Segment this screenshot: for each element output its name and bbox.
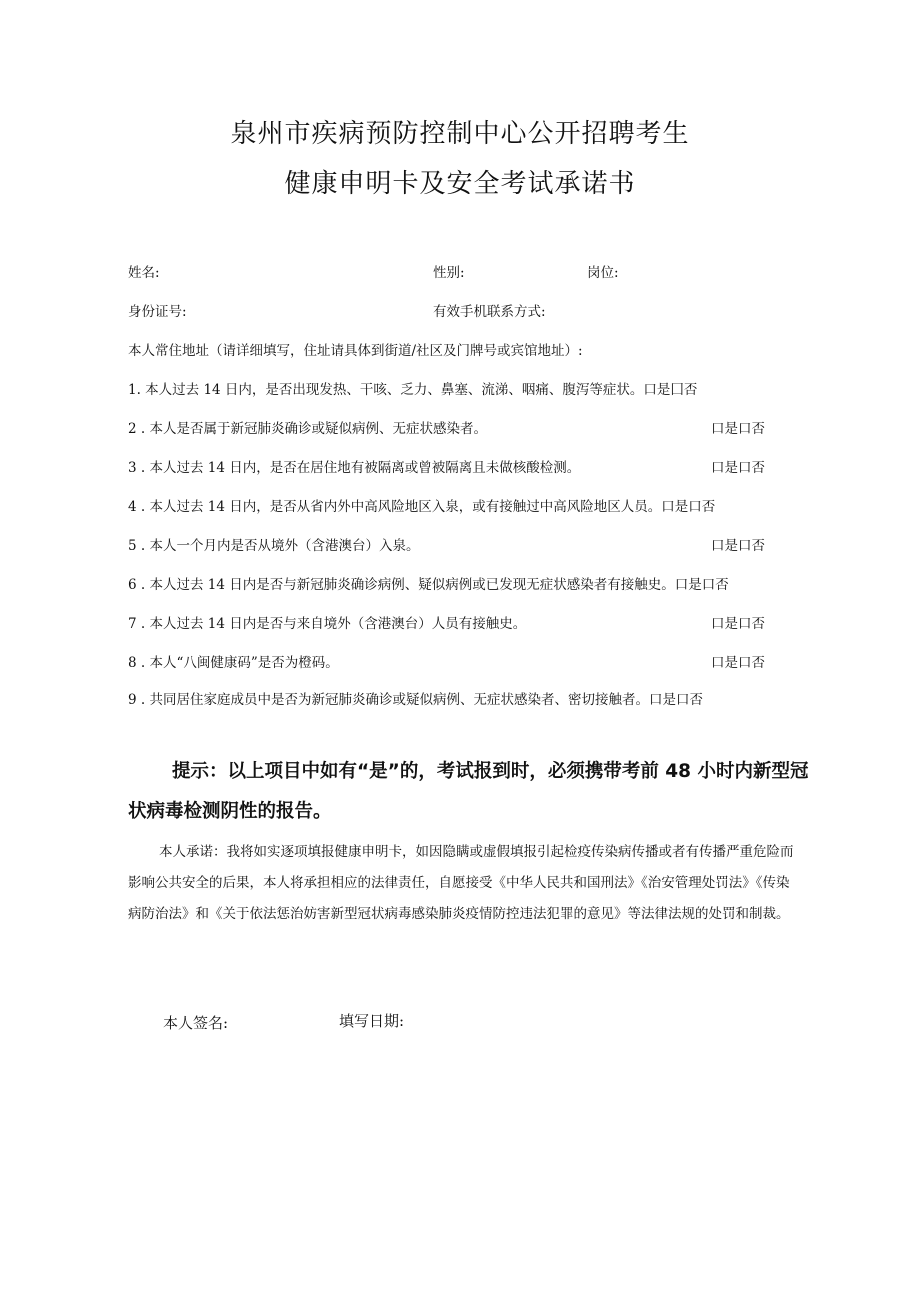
question-3: 3 . 本人过去 14 日内，是否在居住地有被隔离或曾被隔离且未做核酸检测。	[128, 460, 581, 476]
question-6: 6 . 本人过去 14 日内是否与新冠肺炎确诊病例、疑似病例或已发现无症状感染者有接触史。口是口否	[128, 577, 729, 593]
question-5-options: 口是口否	[711, 538, 765, 554]
phone-field-label: 有效手机联系方式:	[433, 304, 546, 320]
question-5: 5 . 本人一个月内是否从境外（含港澳台）入泉。	[128, 538, 420, 554]
hint-paragraph: 提示：以上项目中如有“是”的，考试报到时，必须携带考前 48 小时内新型冠状病毒检测阴性的报告。	[128, 761, 809, 822]
page-title-line-1: 泉州市疾病预防控制中心公开招聘考生	[230, 119, 690, 149]
promise-paragraph: 本人承诺：我将如实逐项填报健康申明卡，如因隐瞒或虚假填报引起检疫传染病传播或者有传播严重危险而影响公共安全的后果，本人将承担相应的法律责任，自愿接受《中华人民共和国刑法》《治安管理处罚法》《传染病防治法》和《关于依法惩治妨害新型冠状病毒感染肺炎疫情防控违法犯罪的意见》等法律法规的处罚和制裁。	[128, 844, 794, 922]
page-title-line-2: 健康申明卡及安全考试承诺书	[284, 169, 636, 199]
position-field-label: 岗位:	[587, 265, 619, 281]
question-4: 4 . 本人过去 14 日内，是否从省内外中高风险地区入泉，或有接触过中高风险地区人员。口是口否	[128, 499, 716, 515]
gender-field-label: 性别:	[433, 265, 465, 281]
id-number-field-label: 身份证号:	[128, 304, 187, 320]
question-2: 2 . 本人是否属于新冠肺炎确诊或疑似病例、无症状感染者。	[128, 421, 487, 437]
question-1: 1. 本人过去 14 日内，是否出现发热、干咳、乏力、鼻塞、流涕、咽痛、腹泻等症状。口是囗否	[128, 382, 698, 398]
question-8: 8 . 本人“八闽健康码”是否为橙码。	[128, 655, 339, 671]
name-field-label: 姓名:	[128, 265, 160, 281]
question-2-options: 口是口否	[711, 421, 765, 437]
question-7: 7 . 本人过去 14 日内是否与来自境外（含港澳台）人员有接触史。	[128, 616, 527, 632]
question-9: 9 . 共同居住家庭成员中是否为新冠肺炎确诊或疑似病例、无症状感染者、密切接触者。口是口否	[128, 692, 703, 708]
question-8-options: 口是口否	[711, 655, 765, 671]
question-7-options: 口是口否	[711, 616, 765, 632]
signature-label: 本人签名:	[163, 1014, 229, 1032]
address-field-label: 本人常住地址（请详细填写，住址请具体到街道/社区及门牌号或宾馆地址）:	[128, 343, 583, 359]
date-label: 填写日期:	[339, 1012, 405, 1030]
question-3-options: 口是口否	[711, 460, 765, 476]
